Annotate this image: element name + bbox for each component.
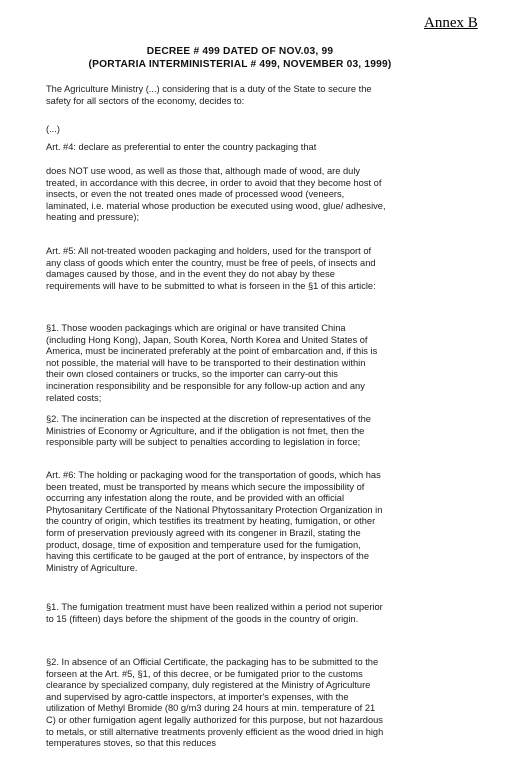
art5-paragraph: Art. #5: All not-treated wooden packaging and holders, used for the transport of any class of goods which enter the country, must be free of peels, of insects and damages caused by those, and in the event they do not abay by these requirements will have to be submitted to what is forseen in the §1 of this article: — [46, 246, 376, 291]
art5-section2: §2. The incineration can be inspected at the discretion of representatives of the Ministries of Economy or Agriculture, and if the obligation is not fmet, then the responsible party will be subject to penalties according to legislation in force; — [46, 414, 371, 448]
art6-section1: §1. The fumigation treatment must have been realized within a period not superior to 15 (fifteen) days before the shipment of the goods in the country of origin. — [46, 602, 383, 624]
intro-paragraph: The Agriculture Ministry (...) considering that is a duty of the State to secure the safety for all sectors of the economy, decides to: — [46, 84, 372, 106]
art4-heading: Art. #4: declare as preferential to enter the country packaging that — [46, 142, 317, 152]
art5-section1: §1. Those wooden packagings which are original or have transited China (including Hong Kong), Japan, South Korea, North Korea and United States of America, must be incinerated preferably at the point of embarcation and, if this is not possible, the material will have to be transported to their destination within their own closed containers or trucks, so the importer can carry-out this incineration responsibility and be responsible for any follow-up action and any related costs; — [46, 323, 378, 403]
ellipsis: (...) — [46, 124, 60, 134]
art6-section2: §2. In absence of an Official Certificate, the packaging has to be submitted to the forseen at the Art. #5, §1, of this decree, or be fumigated prior to the customs clearance by specialized company, duly registered at the Ministry of Agriculture and supervised by agro-cattle inspectors, at importer's expenses, with the utilization of Methyl Bromide (80 g/m3 during 24 hours at min. temperature of 21 C) or other fumigation agent legally authorized for this purpose, but not hazardous to metals, or still alternative treatments provenly efficient as the wood dried in high temperatures stoves, so that this reduces — [46, 657, 384, 749]
art4-paragraph: does NOT use wood, as well as those that, although made of wood, are duly treated, in accordance with this decree, in order to avoid that they become host of insects, or even the not treated ones made of processed wood (veneers, laminated, i.e. material whose production be executed using wood, glue/ adhesive, heating and pressure); — [46, 166, 386, 223]
annex-label: Annex B — [424, 15, 478, 31]
decree-subtitle: (PORTARIA INTERMINISTERIAL # 499, NOVEMBER 03, 1999) — [88, 59, 392, 70]
decree-title: DECREE # 499 DATED OF NOV.03, 99 — [146, 46, 334, 57]
art6-paragraph: Art. #6: The holding or packaging wood for the transportation of goods, which has been treated, must be transported by means which secure the impossibility of occurring any infestation along the route, and be provided with an official Phytosanitary Certificate of the National Phytossanitary Protection Organization in the country of origin, which testifies its treatment by heating, fumigation, or other form of preservation previously agreed with its congener in Brazil, stating the product, dosage, time of exposition and temperature used for the fumigation, having this certificate to be gauged at the port of entrance, by inspectors of the Ministry of Agriculture. — [46, 470, 383, 573]
